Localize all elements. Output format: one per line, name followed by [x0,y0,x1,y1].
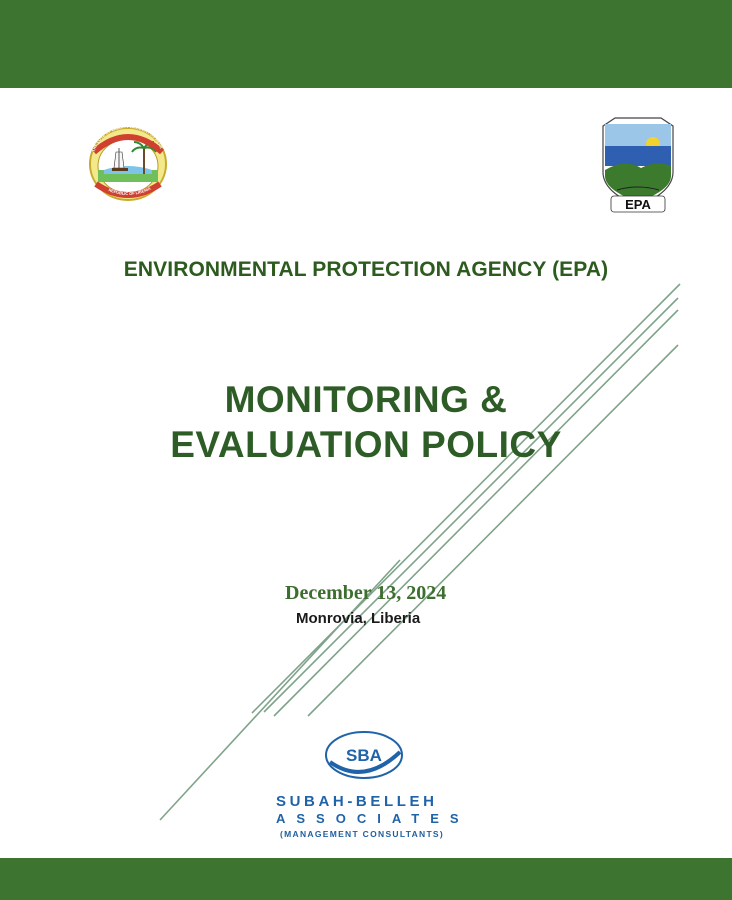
diagonal-line-1 [252,284,680,713]
epa-logo-label: EPA [625,197,651,212]
agency-name: ENVIRONMENTAL PROTECTION AGENCY (EPA) [123,258,609,281]
sba-logo [322,728,406,782]
bottom-green-band [0,858,732,900]
seal-bottom-text: REPUBLIC OF LIBERIA [107,185,152,197]
seal-top-text: THE LOVE OF LIBERTY BROUGHT US HERE [90,123,165,153]
policy-title-line-1: MONITORING & [224,379,508,420]
document-date: December 13, 2024 [285,582,447,604]
diagonal-line-2 [264,298,678,712]
consultant-tagline: (MANAGEMENT CONSULTANTS) [280,829,445,839]
consultant-name-line-2: ASSOCIATES [276,811,470,826]
document-location: Monrovia, Liberia [296,610,421,627]
consultant-name-line-1: SUBAH-BELLEH [276,793,438,810]
sba-logo-label: SBA [346,746,382,765]
policy-title-line-2: EVALUATION POLICY [170,424,562,465]
diagonal-line-3 [274,310,678,716]
